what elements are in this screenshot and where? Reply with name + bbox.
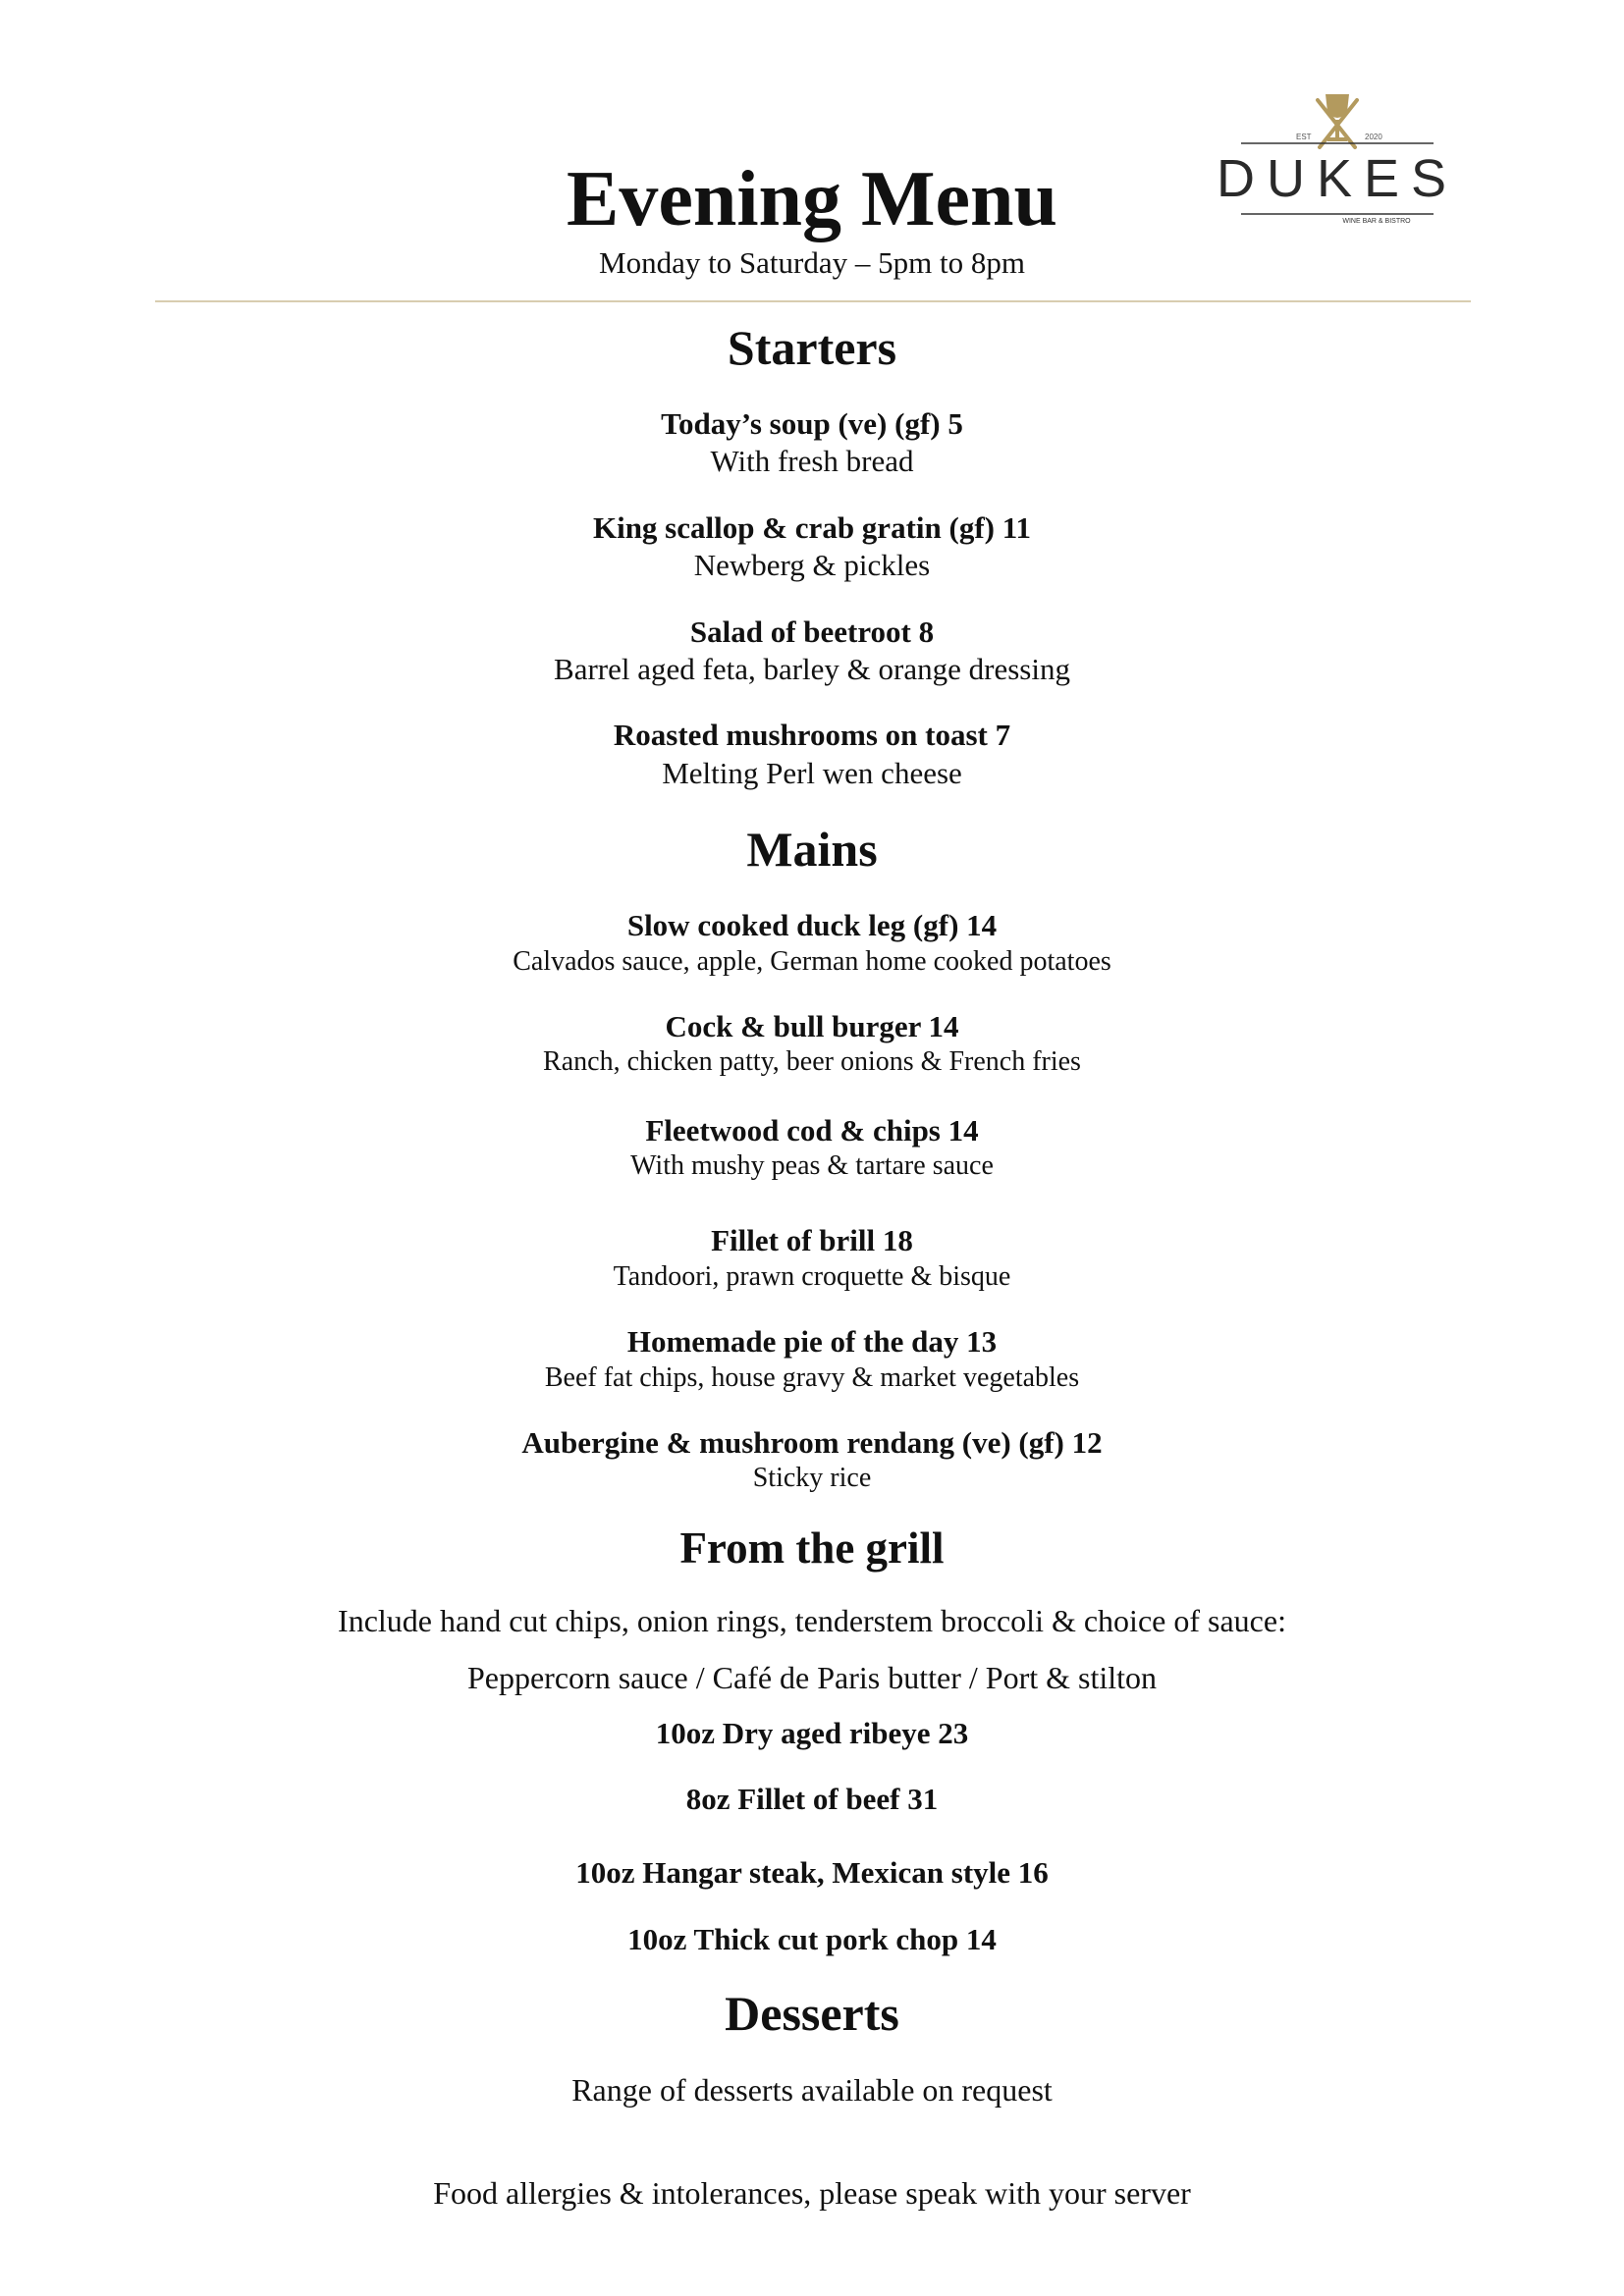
section-heading-mains: Mains [746, 822, 878, 877]
starter-description: Newberg & pickles [693, 548, 931, 582]
main-name: Cock & bull burger 14 [665, 1009, 959, 1043]
main-description: With mushy peas & tartare sauce [630, 1150, 994, 1181]
main-description: Ranch, chicken patty, beer onions & French fries [543, 1046, 1081, 1077]
main-description: Tandoori, prawn croquette & bisque [613, 1261, 1011, 1292]
grill-sauces: Peppercorn sauce / Café de Paris butter / Port & stilton [466, 1660, 1158, 1695]
starter-name: Roasted mushrooms on toast 7 [613, 718, 1011, 752]
svg-text:2020: 2020 [1365, 133, 1382, 141]
section-heading-starters: Starters [727, 320, 897, 375]
main-description: Beef fat chips, house gravy & market vegetables [544, 1362, 1080, 1393]
starter-name: Today’s soup (ve) (gf) 5 [661, 406, 963, 441]
main-name: Homemade pie of the day 13 [626, 1324, 998, 1359]
main-name: Fillet of brill 18 [711, 1223, 913, 1257]
svg-text:DUKES: DUKES [1216, 149, 1459, 208]
grill-item: 10oz Hangar steak, Mexican style 16 [575, 1855, 1049, 1890]
grill-item: 10oz Dry aged ribeye 23 [655, 1716, 969, 1750]
main-description: Sticky rice [752, 1463, 872, 1493]
main-name: Fleetwood cod & chips 14 [645, 1113, 979, 1148]
starter-name: Salad of beetroot 8 [689, 614, 935, 649]
grill-intro: Include hand cut chips, onion rings, tenderstem broccoli & choice of sauce: [338, 1603, 1286, 1638]
starter-description: With fresh bread [710, 444, 914, 478]
main-name: Slow cooked duck leg (gf) 14 [626, 908, 998, 942]
svg-text:EST: EST [1296, 133, 1312, 141]
header-divider [155, 300, 1471, 302]
starter-description: Melting Perl wen cheese [662, 756, 962, 790]
section-heading-desserts: Desserts [725, 1986, 899, 2041]
main-description: Calvados sauce, apple, German home cooked potatoes [513, 946, 1111, 977]
page-title: Evening Menu [566, 156, 1058, 242]
main-name: Aubergine & mushroom rendang (ve) (gf) 12 [521, 1425, 1103, 1460]
grill-item: 8oz Fillet of beef 31 [685, 1782, 939, 1816]
service-hours: Monday to Saturday – 5pm to 8pm [599, 245, 1025, 280]
svg-text:WINE BAR & BISTRO: WINE BAR & BISTRO [1342, 218, 1411, 225]
starter-name: King scallop & crab gratin (gf) 11 [592, 510, 1032, 545]
allergy-note: Food allergies & intolerances, please speak with your server [433, 2175, 1191, 2211]
section-heading-grill: From the grill [679, 1523, 945, 1573]
grill-item: 10oz Thick cut pork chop 14 [627, 1922, 997, 1956]
starter-description: Barrel aged feta, barley & orange dressing [554, 652, 1070, 686]
desserts-text: Range of desserts available on request [571, 2072, 1053, 2108]
